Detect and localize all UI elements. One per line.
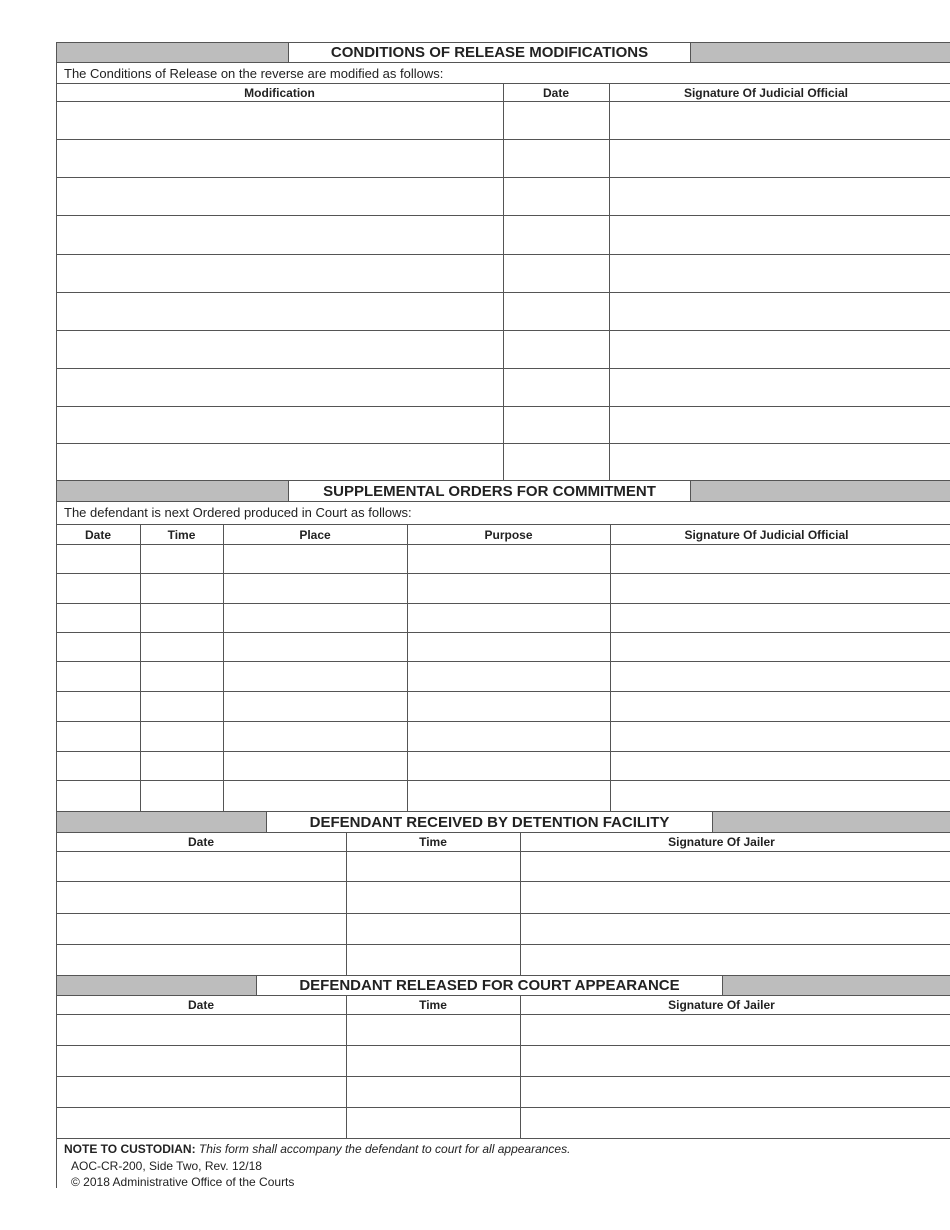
supplemental-signature-area[interactable] bbox=[610, 544, 950, 811]
note-label: NOTE TO CUSTODIAN: bbox=[64, 1142, 196, 1156]
col-signature-jailer: Signature Of Jailer bbox=[668, 835, 775, 849]
col-date: Date bbox=[542, 86, 569, 100]
supplemental-purpose-area[interactable] bbox=[407, 544, 610, 811]
supplemental-title: SUPPLEMENTAL ORDERS FOR COMMITMENT bbox=[289, 481, 690, 501]
released-date-area[interactable] bbox=[56, 1014, 346, 1138]
released-time-area[interactable] bbox=[346, 1014, 520, 1138]
header-shade-left bbox=[56, 42, 288, 62]
header-shade-right bbox=[722, 975, 950, 995]
form-id: AOC-CR-200, Side Two, Rev. 12/18 bbox=[71, 1159, 262, 1173]
copyright: © 2018 Administrative Office of the Courts bbox=[71, 1175, 295, 1189]
col-date: Date bbox=[84, 528, 111, 542]
modification-entry-area[interactable] bbox=[56, 101, 503, 480]
header-shade-right bbox=[690, 480, 950, 501]
header-shade-left bbox=[56, 811, 266, 832]
released-signature-area[interactable] bbox=[520, 1014, 950, 1138]
released-title: DEFENDANT RELEASED FOR COURT APPEARANCE bbox=[257, 976, 722, 995]
col-modification: Modification bbox=[244, 86, 315, 100]
header-shade-left bbox=[56, 975, 256, 995]
col-purpose: Purpose bbox=[484, 528, 533, 542]
note-text: This form shall accompany the defendant to court for all appearances. bbox=[198, 1142, 571, 1156]
header-shade-right bbox=[690, 42, 950, 62]
supplemental-place-area[interactable] bbox=[223, 544, 407, 811]
col-time: Time bbox=[419, 998, 447, 1012]
supplemental-time-area[interactable] bbox=[140, 544, 223, 811]
conditions-title: CONDITIONS OF RELEASE MODIFICATIONS bbox=[289, 43, 690, 62]
received-date-area[interactable] bbox=[56, 851, 346, 975]
modification-signature-area[interactable] bbox=[609, 101, 950, 480]
col-signature-judicial: Signature Of Judicial Official bbox=[683, 86, 849, 100]
col-date: Date bbox=[187, 998, 214, 1012]
col-time: Time bbox=[419, 835, 447, 849]
received-time-area[interactable] bbox=[346, 851, 520, 975]
col-signature-jailer: Signature Of Jailer bbox=[668, 998, 775, 1012]
col-time: Time bbox=[167, 528, 196, 542]
received-signature-area[interactable] bbox=[520, 851, 950, 975]
received-title: DEFENDANT RECEIVED BY DETENTION FACILITY bbox=[267, 812, 712, 832]
header-shade-right bbox=[712, 811, 950, 832]
conditions-intro: The Conditions of Release on the reverse are modified as follows: bbox=[64, 66, 444, 81]
header-shade-left bbox=[56, 480, 288, 501]
col-signature-judicial: Signature Of Judicial Official bbox=[684, 528, 849, 542]
col-date: Date bbox=[187, 835, 214, 849]
supplemental-date-area[interactable] bbox=[56, 544, 140, 811]
modification-date-area[interactable] bbox=[503, 101, 609, 480]
col-place: Place bbox=[299, 528, 331, 542]
supplemental-intro: The defendant is next Ordered produced in Court as follows: bbox=[64, 505, 412, 520]
custodian-note bbox=[64, 1142, 570, 1156]
